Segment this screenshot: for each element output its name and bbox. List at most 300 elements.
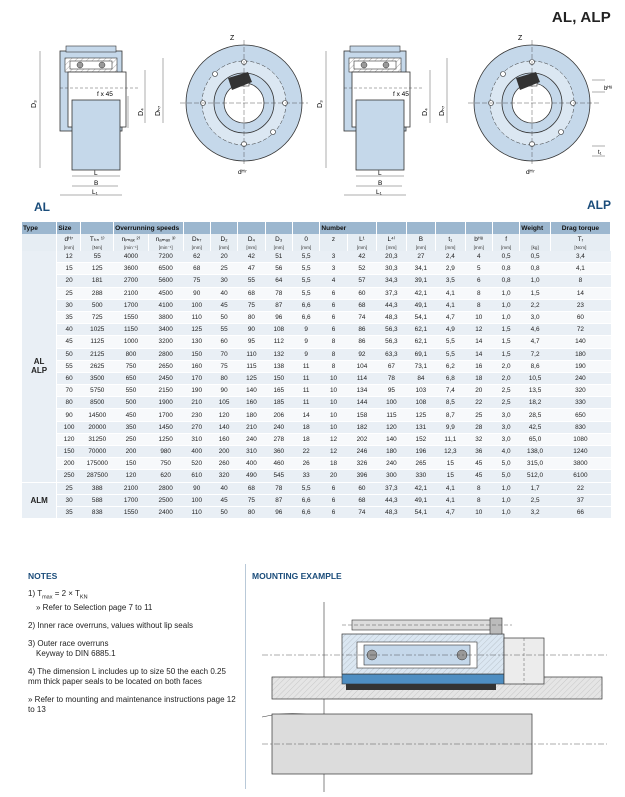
- table-cell: 0,8: [520, 263, 551, 275]
- table-cell: 180: [550, 348, 610, 360]
- table-cell: 3,0: [492, 421, 519, 433]
- header-size: Size: [57, 222, 81, 234]
- table-cell: 14: [550, 287, 610, 299]
- table-row: [22, 433, 611, 445]
- table-cell: 182: [347, 421, 376, 433]
- table-cell: 95: [238, 336, 265, 348]
- column-symbol: nᵢₘₐₓ ²⁾: [114, 234, 149, 244]
- table-row: [22, 287, 611, 299]
- table-cell: 68: [238, 287, 265, 299]
- table-cell: 8: [465, 299, 492, 311]
- table-cell: 65,0: [520, 433, 551, 445]
- table-cell: 650: [114, 372, 149, 384]
- table-cell: 49,1: [406, 494, 435, 506]
- table-cell: 8500: [81, 397, 114, 409]
- note-3-line-a: 3) Outer race overruns: [28, 638, 109, 648]
- table-cell: 4,7: [520, 336, 551, 348]
- table-cell: 100: [183, 494, 210, 506]
- table-cell: 16: [465, 360, 492, 372]
- table-cell: 36: [465, 446, 492, 458]
- table-cell: 35: [57, 311, 81, 323]
- table-cell: 70000: [81, 446, 114, 458]
- mounting-example-title: MOUNTING EXAMPLE: [252, 571, 342, 581]
- table-cell: 240: [265, 421, 292, 433]
- table-cell: 68: [347, 494, 376, 506]
- table-cell: 62,1: [406, 336, 435, 348]
- table-cell: 72: [550, 324, 610, 336]
- table-cell: 1550: [114, 311, 149, 323]
- table-cell: 20: [57, 275, 81, 287]
- table-cell: 2,5: [492, 397, 519, 409]
- column-symbol: D₄: [238, 234, 265, 244]
- table-cell: 108: [265, 324, 292, 336]
- table-cell: 63,3: [377, 348, 406, 360]
- table-cell: 6: [320, 299, 347, 311]
- label-z-right: Z: [518, 35, 523, 42]
- table-cell: 287500: [81, 470, 114, 482]
- technical-drawings: [0, 28, 625, 213]
- table-cell: 1,0: [492, 299, 519, 311]
- table-row: [22, 506, 611, 518]
- table-cell: 160: [183, 360, 210, 372]
- table-cell: 4,7: [436, 506, 465, 518]
- table-cell: 830: [550, 421, 610, 433]
- table-cell: 100: [57, 421, 81, 433]
- table-cell: 114: [347, 372, 376, 384]
- table-cell: 32: [465, 433, 492, 445]
- table-cell: 4,1: [436, 482, 465, 494]
- table-cell: 12: [57, 251, 81, 263]
- column-unit: [mm]: [406, 244, 435, 251]
- table-cell: 68: [238, 482, 265, 494]
- column-unit: [mm]: [57, 244, 81, 251]
- label-d3-right: D₃: [317, 100, 324, 108]
- column-unit: [kg]: [520, 244, 551, 251]
- table-cell: 1,5: [492, 336, 519, 348]
- column-unit: [Nm]: [81, 244, 114, 251]
- table-cell: 25: [57, 287, 81, 299]
- note-3: [28, 639, 238, 659]
- table-cell: 158: [347, 409, 376, 421]
- table-cell: 68: [183, 263, 210, 275]
- table-cell: 100: [377, 397, 406, 409]
- table-cell: 5,5: [436, 348, 465, 360]
- table-cell: 150: [57, 446, 81, 458]
- table-cell: 9: [292, 348, 319, 360]
- table-cell: 2,0: [492, 360, 519, 372]
- table-row: [22, 251, 611, 263]
- table-cell: 39,1: [406, 275, 435, 287]
- table-cell: 180: [377, 446, 406, 458]
- note-1-text-a: 1) T: [28, 589, 43, 598]
- column-unit: [Ncm]: [550, 244, 610, 251]
- table-cell: 5,5: [292, 263, 319, 275]
- specification-table: [22, 222, 611, 519]
- table-cell: 20: [320, 470, 347, 482]
- table-cell: 10: [320, 397, 347, 409]
- table-cell: 6: [320, 482, 347, 494]
- table-cell: 980: [148, 446, 183, 458]
- table-row: [22, 385, 611, 397]
- table-cell: 165: [265, 385, 292, 397]
- table-cell: 8: [320, 360, 347, 372]
- type-label-alp: ALP: [31, 366, 48, 376]
- column-symbol: Tₖₙ ¹⁾: [81, 234, 114, 244]
- table-cell: 5,5: [292, 287, 319, 299]
- table-cell: 3500: [81, 372, 114, 384]
- table-cell: 190: [183, 385, 210, 397]
- table-cell: 44,3: [377, 299, 406, 311]
- header-overrunning: Overrunning speeds: [114, 222, 183, 234]
- table-cell: 210: [183, 397, 210, 409]
- table-cell: 105: [210, 397, 237, 409]
- table-cell: 20: [210, 251, 237, 263]
- table-cell: 120: [377, 421, 406, 433]
- table-cell: 350: [114, 421, 149, 433]
- mounting-example-drawing: [262, 582, 612, 792]
- table-cell: 75: [210, 360, 237, 372]
- table-row: [22, 470, 611, 482]
- table-cell: 33: [292, 470, 319, 482]
- table-cell: 56: [265, 263, 292, 275]
- table-cell: 10,5: [520, 372, 551, 384]
- table-cell: 55: [238, 275, 265, 287]
- type-group-label: ALM: [22, 482, 57, 519]
- table-cell: 2,2: [520, 299, 551, 311]
- table-cell: 240: [377, 458, 406, 470]
- note-1-reference-link[interactable]: » Refer to Selection page 7 to 11: [36, 602, 153, 612]
- table-cell: 11: [292, 372, 319, 384]
- table-cell: 18,2: [520, 397, 551, 409]
- table-cell: 66: [550, 506, 610, 518]
- column-unit: [mm]: [436, 244, 465, 251]
- table-cell: 2,0: [492, 372, 519, 384]
- table-cell: 500: [81, 299, 114, 311]
- column-symbol: f: [492, 234, 519, 244]
- table-cell: 170: [183, 372, 210, 384]
- table-cell: 1125: [81, 336, 114, 348]
- table-cell: 104: [347, 360, 376, 372]
- table-cell: 87: [265, 494, 292, 506]
- table-cell: 140: [210, 421, 237, 433]
- table-cell: 86: [347, 324, 376, 336]
- table-cell: 74: [347, 311, 376, 323]
- table-cell: 360: [265, 446, 292, 458]
- column-unit: [320, 244, 347, 251]
- table-cell: 112: [265, 336, 292, 348]
- table-cell: 3: [320, 263, 347, 275]
- table-cell: 200: [210, 446, 237, 458]
- table-cell: 450: [114, 409, 149, 421]
- table-cell: 6: [320, 287, 347, 299]
- table-cell: 37,3: [377, 287, 406, 299]
- table-cell: 30: [210, 275, 237, 287]
- table-cell: 14500: [81, 409, 114, 421]
- table-cell: 69,1: [406, 348, 435, 360]
- column-unit: [min⁻¹]: [114, 244, 149, 251]
- table-cell: 650: [550, 409, 610, 421]
- table-cell: 1,0: [492, 494, 519, 506]
- table-cell: 1,5: [492, 348, 519, 360]
- table-cell: 42: [238, 251, 265, 263]
- table-cell: 320: [210, 470, 237, 482]
- table-cell: 4,1: [436, 494, 465, 506]
- table-cell: 80: [57, 397, 81, 409]
- column-unit: [mm]: [377, 244, 406, 251]
- table-cell: 62,1: [406, 324, 435, 336]
- table-cell: 15: [436, 470, 465, 482]
- table-cell: 55: [210, 324, 237, 336]
- table-cell: 90: [57, 409, 81, 421]
- table-cell: 70: [210, 348, 237, 360]
- column-unit: [mm]: [265, 244, 292, 251]
- table-cell: 10: [320, 372, 347, 384]
- table-cell: 20000: [81, 421, 114, 433]
- table-cell: 120: [210, 409, 237, 421]
- table-cell: 3: [320, 251, 347, 263]
- table-cell: 278: [265, 433, 292, 445]
- table-cell: 95: [377, 385, 406, 397]
- table-cell: 96: [265, 311, 292, 323]
- table-cell: 0,8: [492, 263, 519, 275]
- note-1-sub-max: max: [42, 594, 53, 601]
- table-cell: 6,6: [292, 506, 319, 518]
- table-cell: 175000: [81, 458, 114, 470]
- table-cell: 52: [347, 263, 376, 275]
- table-cell: 110: [238, 348, 265, 360]
- table-cell: 18: [465, 372, 492, 384]
- table-row: [22, 311, 611, 323]
- table-cell: 56,3: [377, 336, 406, 348]
- label-d3-left: D₃: [31, 100, 38, 108]
- table-cell: 51: [265, 251, 292, 263]
- table-cell: 42,5: [520, 421, 551, 433]
- table-cell: 30: [57, 299, 81, 311]
- label-al: AL: [34, 200, 50, 214]
- table-cell: 10: [320, 385, 347, 397]
- table-cell: 240: [238, 433, 265, 445]
- table-cell: 6,6: [292, 311, 319, 323]
- table-cell: 138: [265, 360, 292, 372]
- table-cell: 110: [183, 311, 210, 323]
- table-cell: 9,9: [436, 421, 465, 433]
- table-cell: 6,6: [292, 299, 319, 311]
- table-cell: 34,3: [377, 275, 406, 287]
- table-cell: 7,2: [520, 348, 551, 360]
- table-cell: 0,8: [492, 275, 519, 287]
- table-row: [22, 482, 611, 494]
- table-cell: 25: [465, 409, 492, 421]
- label-d4-right: D₄: [422, 108, 429, 116]
- table-cell: 75: [238, 494, 265, 506]
- table-cell: 1700: [148, 409, 183, 421]
- table-cell: 10: [320, 409, 347, 421]
- table-cell: 54,1: [406, 311, 435, 323]
- table-cell: 45: [465, 458, 492, 470]
- column-unit: [mm]: [238, 244, 265, 251]
- header-number: Number: [320, 222, 377, 234]
- table-cell: 3200: [148, 336, 183, 348]
- table-cell: 18: [320, 458, 347, 470]
- table-cell: 50: [57, 348, 81, 360]
- table-cell: 45: [210, 299, 237, 311]
- column-symbol: L¹: [347, 234, 376, 244]
- table-cell: 60: [347, 482, 376, 494]
- table-cell: 15: [436, 458, 465, 470]
- column-symbol: nₐₘₐₓ ³⁾: [148, 234, 183, 244]
- table-cell: 3,5: [436, 275, 465, 287]
- table-cell: 0,5: [492, 251, 519, 263]
- table-cell: 22: [550, 482, 610, 494]
- table-cell: 750: [114, 360, 149, 372]
- table-cell: 75: [238, 299, 265, 311]
- table-cell: 800: [114, 348, 149, 360]
- label-dh7-left: Dₕ₇: [155, 105, 162, 116]
- table-cell: 14: [465, 336, 492, 348]
- table-cell: 315,0: [520, 458, 551, 470]
- table-cell: 500: [114, 397, 149, 409]
- table-cell: 7200: [148, 251, 183, 263]
- table-cell: 4,0: [492, 446, 519, 458]
- table-cell: 8: [320, 348, 347, 360]
- table-cell: 4,6: [520, 324, 551, 336]
- type-group-label: [22, 251, 57, 482]
- table-cell: 320: [550, 385, 610, 397]
- table-cell: 110: [183, 506, 210, 518]
- table-cell: 140: [550, 336, 610, 348]
- table-cell: 115: [377, 409, 406, 421]
- table-cell: 60: [347, 287, 376, 299]
- table-row: [22, 360, 611, 372]
- table-cell: 2,9: [436, 263, 465, 275]
- table-cell: 42,1: [406, 482, 435, 494]
- table-cell: 13,5: [520, 385, 551, 397]
- table-cell: 7,4: [436, 385, 465, 397]
- table-cell: 140: [377, 433, 406, 445]
- label-fx-left: f x 45: [97, 91, 113, 98]
- table-cell: 1450: [148, 421, 183, 433]
- table-row: [22, 446, 611, 458]
- table-cell: 6: [320, 494, 347, 506]
- table-cell: 3,0: [492, 433, 519, 445]
- table-row: [22, 409, 611, 421]
- table-cell: 138,0: [520, 446, 551, 458]
- table-cell: 25: [57, 482, 81, 494]
- table-cell: 250: [57, 470, 81, 482]
- table-cell: 4,1: [550, 263, 610, 275]
- table-cell: 28,5: [520, 409, 551, 421]
- table-row: [22, 263, 611, 275]
- table-cell: 6: [320, 311, 347, 323]
- label-l-right: L: [378, 170, 382, 177]
- table-cell: 115: [238, 360, 265, 372]
- table-cell: 2450: [148, 372, 183, 384]
- table-cell: 2,5: [492, 385, 519, 397]
- table-cell: 725: [81, 311, 114, 323]
- table-cell: 2800: [148, 348, 183, 360]
- table-cell: 6: [320, 506, 347, 518]
- table-cell: 6100: [550, 470, 610, 482]
- table-cell: 5,0: [492, 458, 519, 470]
- table-cell: 132: [265, 348, 292, 360]
- table-row: [22, 324, 611, 336]
- table-row: [22, 421, 611, 433]
- label-b-left: B: [94, 180, 99, 187]
- table-cell: 140: [238, 385, 265, 397]
- notes-section: [28, 571, 238, 723]
- table-cell: 300: [377, 470, 406, 482]
- table-cell: 2125: [81, 348, 114, 360]
- note-5-reference-link[interactable]: » Refer to mounting and maintenance instructions page 12 to 13: [28, 694, 236, 714]
- column-symbol: Tᵣ: [550, 234, 610, 244]
- table-cell: 550: [114, 385, 149, 397]
- table-cell: 6: [465, 275, 492, 287]
- table-row: [22, 336, 611, 348]
- table-cell: 230: [183, 409, 210, 421]
- table-cell: 9: [292, 336, 319, 348]
- label-alp: ALP: [587, 198, 611, 212]
- table-cell: 80: [210, 372, 237, 384]
- table-cell: 10: [465, 311, 492, 323]
- table-cell: 50: [210, 506, 237, 518]
- table-cell: 45: [465, 470, 492, 482]
- label-b-right: B: [378, 180, 383, 187]
- table-cell: 310: [238, 446, 265, 458]
- table-row: [22, 275, 611, 287]
- column-symbol: Dₕ₇: [183, 234, 210, 244]
- table-cell: 22: [292, 446, 319, 458]
- table-cell: 4,9: [436, 324, 465, 336]
- table-cell: 34,1: [406, 263, 435, 275]
- table-cell: 40: [210, 287, 237, 299]
- table-cell: 202: [347, 433, 376, 445]
- table-cell: 40: [210, 482, 237, 494]
- table-cell: 78: [265, 287, 292, 299]
- table-header-row: [22, 222, 611, 234]
- table-cell: 74: [347, 506, 376, 518]
- table-cell: 120: [57, 433, 81, 445]
- table-cell: 1000: [114, 336, 149, 348]
- label-t1: t₁: [598, 150, 602, 156]
- table-cell: 70: [57, 385, 81, 397]
- table-cell: 30,3: [377, 263, 406, 275]
- column-symbol: B: [406, 234, 435, 244]
- table-cell: 196: [406, 446, 435, 458]
- alp-front-view: [468, 40, 605, 166]
- table-cell: 5600: [148, 275, 183, 287]
- table-cell: 1,0: [492, 506, 519, 518]
- notes-title: NOTES: [28, 571, 58, 581]
- table-cell: 0,5: [520, 251, 551, 263]
- table-cell: 78: [265, 482, 292, 494]
- label-l-left: L: [94, 170, 98, 177]
- table-cell: 4100: [148, 299, 183, 311]
- table-cell: 3400: [148, 324, 183, 336]
- al-front-view: [180, 40, 308, 166]
- column-unit: [mm]: [183, 244, 210, 251]
- table-cell: 100: [183, 299, 210, 311]
- table-cell: 4,1: [436, 299, 465, 311]
- column-symbol: t₁: [436, 234, 465, 244]
- table-cell: 8,7: [436, 409, 465, 421]
- table-cell: 9: [292, 324, 319, 336]
- table-cell: 460: [265, 458, 292, 470]
- section-divider: [245, 564, 246, 789]
- table-cell: 90: [210, 385, 237, 397]
- table-cell: 11: [292, 385, 319, 397]
- table-cell: 14: [465, 348, 492, 360]
- table-cell: 10: [465, 506, 492, 518]
